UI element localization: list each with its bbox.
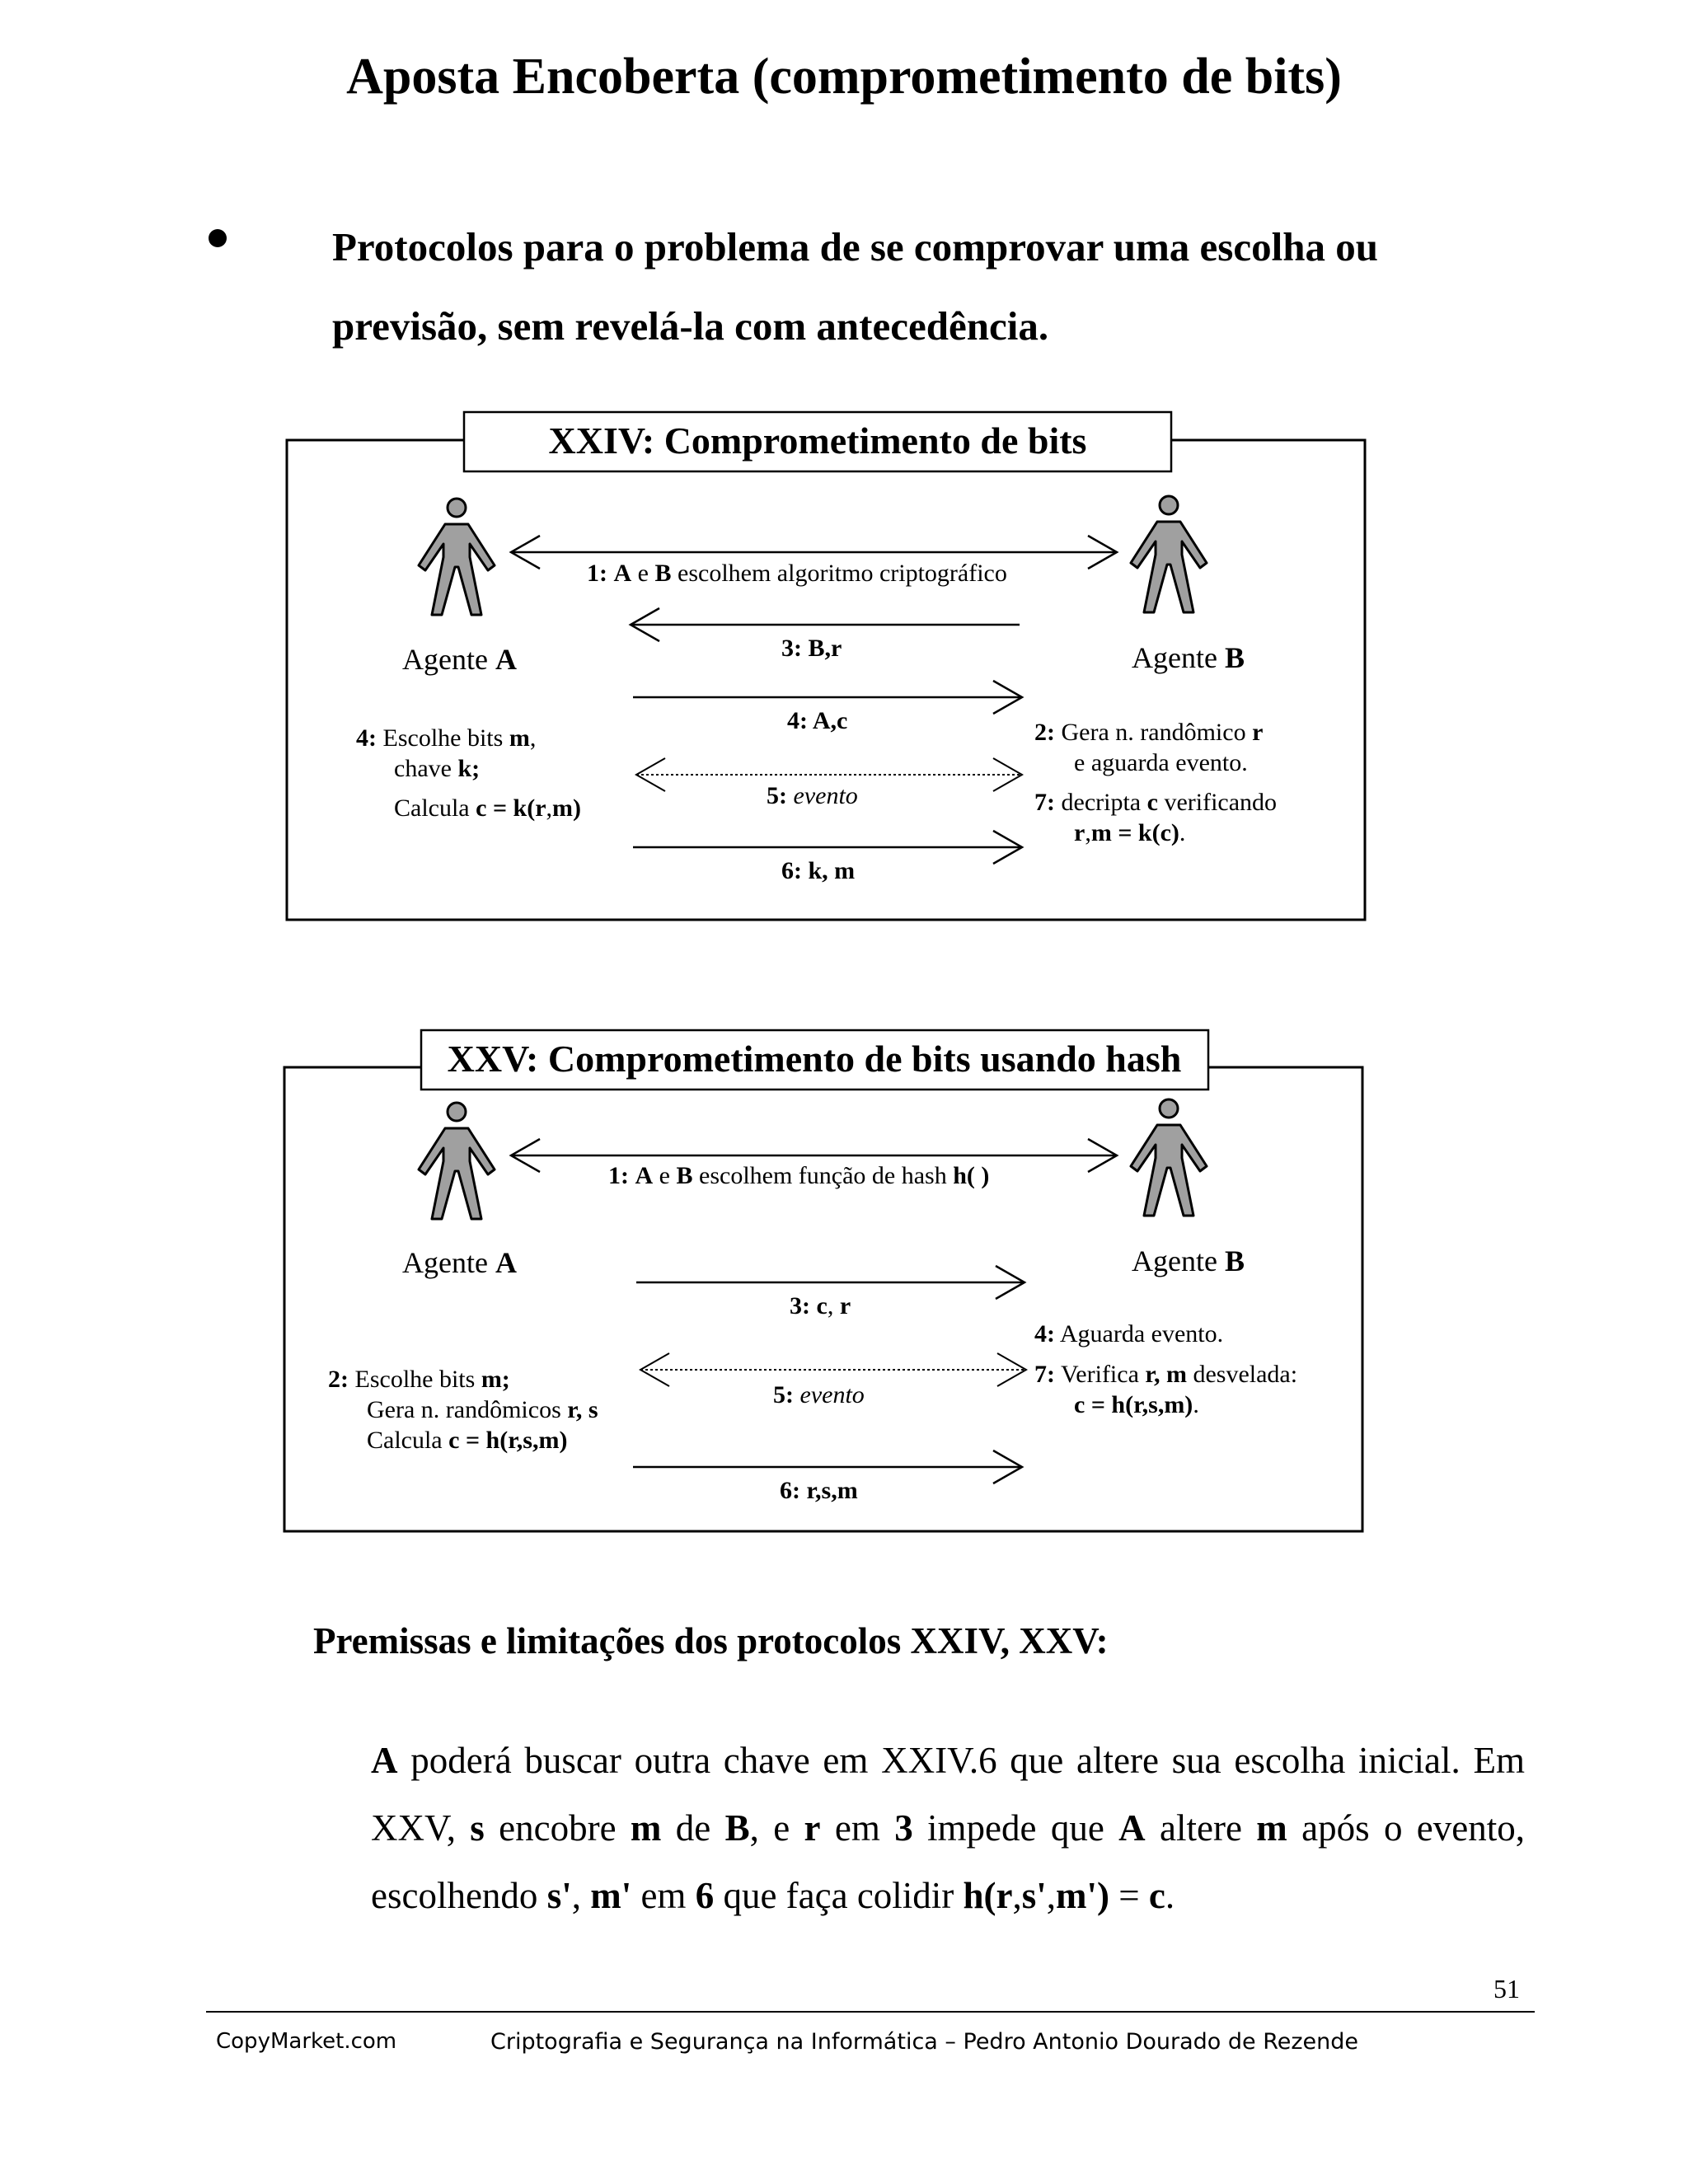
agent-b-figure (1131, 1099, 1207, 1216)
premises-paragraph (371, 1727, 1525, 1929)
agent-a-label: Agente A (402, 643, 517, 676)
footer-divider (206, 2011, 1535, 2013)
premises-heading: Premissas e limitações dos protocolos XXIV, XXV: (313, 1620, 1109, 1661)
agent-b-note (1034, 719, 1277, 846)
msg-1-label: 1: A e B escolhem função de hash h( ) (608, 1162, 990, 1189)
page-number: 51 (1493, 1974, 1520, 2004)
diagram-title: XXV: Comprometimento de bits usando hash (447, 1038, 1182, 1080)
msg-6-label: 6: r,s,m (780, 1477, 858, 1504)
diagram-xxiv (287, 412, 1365, 920)
msg-6-label: 6: k, m (781, 857, 856, 884)
paragraph-line: escolhendo s', m' em 6 que faça colidir h(r,s',m') = c. (371, 1875, 1175, 1916)
note-line: 7: Verifica r, m desvelada: (1034, 1361, 1298, 1388)
agent-a-figure (419, 1103, 495, 1219)
msg-3-label: 3: c, r (790, 1292, 851, 1319)
agent-b-label: Agente B (1132, 641, 1245, 674)
msg-4-label: 4: A,c (787, 707, 848, 734)
note-line: 4: Escolhe bits m, (356, 724, 537, 752)
bullet-line-1: Protocolos para o problema de se comprovar uma escolha ou (332, 224, 1378, 269)
note-line: Calcula c = k(r,m) (394, 794, 582, 822)
msg-1-label: 1: A e B escolhem algoritmo criptográfico (587, 560, 1007, 587)
note-line: chave k; (394, 755, 481, 782)
footer-book-title: Criptografia e Segurança na Informática – Pedro Antonio Dourado de Rezende (490, 2029, 1359, 2055)
msg-5-label: 5: evento (767, 782, 858, 809)
agent-a-label: Agente A (402, 1246, 517, 1279)
msg-5-label: 5: evento (773, 1381, 865, 1408)
agent-a-note (328, 1366, 598, 1454)
paragraph-line: A poderá buscar outra chave em XXIV.6 que altere sua escolha inicial. Em (371, 1740, 1525, 1781)
note-line: 7: decripta c verificando (1034, 789, 1278, 816)
note-line: c = h(r,s,m). (1074, 1391, 1199, 1418)
note-line: 2: Gera n. randômico r (1034, 719, 1264, 746)
page-title: Aposta Encoberta (comprometimento de bits) (346, 49, 1342, 105)
note-line: r,m = k(c). (1074, 819, 1186, 846)
agent-a-note (356, 724, 581, 822)
agent-b-label: Agente B (1132, 1244, 1245, 1277)
diagram-xxv (284, 1030, 1362, 1531)
note-line: Calcula c = h(r,s,m) (367, 1427, 568, 1454)
note-line: Gera n. randômicos r, s (367, 1396, 598, 1423)
note-line: 4: Aguarda evento. (1034, 1320, 1224, 1347)
footer-publisher: CopyMarket.com (216, 2029, 397, 2054)
msg-3-label: 3: B,r (781, 635, 842, 662)
paragraph-line: XXV, s encobre m de B, e r em 3 impede que A altere m após o evento, (371, 1807, 1525, 1849)
note-line: e aguarda evento. (1074, 749, 1248, 776)
agent-a-figure (419, 499, 495, 615)
bullet-line-2: previsão, sem revelá-la com antecedência. (332, 303, 1049, 349)
note-line: 2: Escolhe bits m; (328, 1366, 510, 1393)
diagram-title: XXIV: Comprometimento de bits (548, 419, 1087, 462)
agent-b-figure (1131, 496, 1207, 612)
agent-b-note (1034, 1320, 1297, 1418)
